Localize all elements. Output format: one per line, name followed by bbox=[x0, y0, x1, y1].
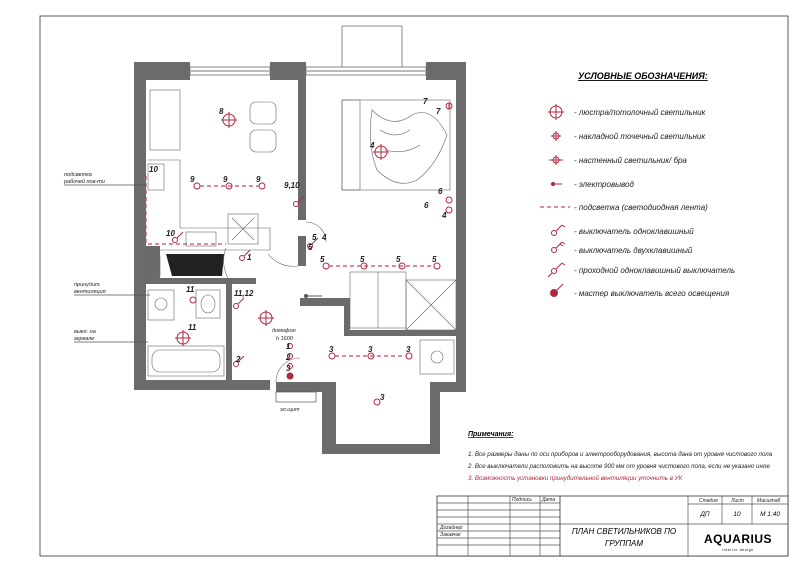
chandelier-symbol bbox=[548, 104, 564, 120]
scale-value: М 1:40 bbox=[760, 511, 780, 518]
legend-item-label: - электровывод bbox=[574, 180, 634, 189]
legend-item-label: - мастер выключатель всего освещения bbox=[574, 289, 730, 298]
company-logo: AQUARIUS bbox=[703, 532, 773, 546]
company-logo-sub: interior design bbox=[722, 548, 754, 552]
group-number: 5 bbox=[320, 255, 325, 264]
annotation-vent-1: принудит. bbox=[74, 282, 102, 288]
sheet-value: 10 bbox=[733, 511, 741, 518]
floor-plan bbox=[134, 26, 466, 454]
group-number: 6 bbox=[438, 187, 443, 196]
group-number: 3 bbox=[368, 345, 373, 354]
group-number: 3 bbox=[329, 345, 334, 354]
group-number: 1 bbox=[286, 342, 291, 351]
drawing-title-line-1: ПЛАН СВЕТИЛЬНИКОВ ПО bbox=[571, 527, 677, 536]
group-number: 5 bbox=[360, 255, 365, 264]
notes-title: Примечания: bbox=[468, 431, 514, 438]
group-number: 9 bbox=[223, 175, 228, 184]
group-number: 9 bbox=[190, 175, 195, 184]
legend-item-label: - подсветка (светодиодная лента) bbox=[574, 203, 708, 212]
group-number: 4 bbox=[370, 141, 375, 150]
group-number: 5 bbox=[396, 255, 401, 264]
annotation-vent-2: вентиляция bbox=[74, 289, 106, 295]
group-number: 7 bbox=[436, 107, 441, 116]
group-number: 2 bbox=[286, 353, 291, 362]
group-number: 1 bbox=[247, 253, 252, 262]
group-number: 5 bbox=[312, 233, 317, 242]
spot-light-symbol bbox=[551, 131, 561, 141]
annotation-mirror-1: выкл. на bbox=[74, 329, 96, 335]
group-number: 2 bbox=[236, 355, 241, 364]
master-switch-symbol bbox=[551, 284, 564, 297]
annotation-kitchen-light-1: подсветка bbox=[64, 172, 92, 178]
switch-single-symbol bbox=[552, 225, 566, 236]
col-date: Дата bbox=[542, 497, 556, 503]
group-number: 4 bbox=[322, 233, 327, 242]
note-item: 3. Возможность установки принудительной вентиляции уточнить в УК bbox=[468, 475, 683, 482]
legend-item-label: - проходной одноклавишный выключатель bbox=[574, 266, 736, 275]
group-number: 3 bbox=[380, 393, 385, 402]
wall-lamp-symbol bbox=[549, 155, 563, 165]
group-number: 11 bbox=[188, 323, 197, 332]
legend-item-label: - люстра/потолочный светильник bbox=[574, 108, 706, 117]
annotation-kitchen-light-2: рабочей пов-ти bbox=[64, 179, 105, 185]
legend-item-label: - накладной точечный светильник bbox=[574, 132, 706, 141]
group-number: 5 bbox=[432, 255, 437, 264]
notes bbox=[467, 431, 773, 482]
group-number: 3 bbox=[286, 364, 291, 373]
annotation-intercom-2: h 1600 bbox=[276, 336, 293, 342]
legend-item-label: - выключатель двухклавишный bbox=[574, 246, 693, 255]
drawing-title-line-2: ГРУППАМ bbox=[604, 539, 644, 548]
group-number: 10 bbox=[149, 165, 158, 174]
annotation-intercom-1: домофон bbox=[272, 328, 296, 334]
group-number: 8 bbox=[219, 107, 224, 116]
note-item: 2. Все выключатели расположить на высоте 900 мм от уровня чистового пола, если не указано иное bbox=[468, 463, 770, 470]
stage-value: ДП bbox=[700, 511, 710, 518]
pass-switch-symbol bbox=[548, 263, 565, 277]
group-number: 9,10 bbox=[284, 181, 300, 190]
note-item: 1. Все размеры даны по оси приборов и электрооборудования, высота дана от уровня чистового пола bbox=[468, 451, 773, 458]
col-sign: Подпись bbox=[512, 497, 532, 503]
legend-item-label: - настенный светильник/ бра bbox=[574, 156, 687, 165]
legend bbox=[540, 71, 735, 298]
plan-annotations bbox=[63, 172, 300, 413]
stage-label: Стадия bbox=[699, 498, 718, 504]
group-number: 4 bbox=[442, 211, 447, 220]
sheet-label: Лист bbox=[731, 498, 744, 504]
designer-label: Дизайнер bbox=[440, 525, 463, 531]
legend-item-label: - выключатель одноклавишный bbox=[574, 227, 694, 236]
title-block bbox=[437, 496, 788, 556]
legend-title: УСЛОВНЫЕ ОБОЗНАЧЕНИЯ: bbox=[578, 71, 708, 81]
group-number: 3 bbox=[406, 345, 411, 354]
group-number: 9 bbox=[256, 175, 261, 184]
group-number: 5 bbox=[308, 243, 313, 252]
group-number: 10 bbox=[166, 229, 175, 238]
switch-double-symbol bbox=[552, 242, 566, 253]
client-label: Заказчик bbox=[440, 532, 461, 538]
group-number: 7 bbox=[423, 97, 428, 106]
annotation-mirror-2: зеркале bbox=[74, 336, 95, 342]
outlet-symbol bbox=[551, 182, 562, 185]
group-number: 11,12 bbox=[234, 289, 254, 298]
group-number: 11 bbox=[186, 285, 195, 294]
annotation-panel: эл.щит bbox=[280, 407, 300, 413]
scale-label: Масштаб bbox=[757, 498, 781, 504]
group-number: 6 bbox=[424, 201, 429, 210]
